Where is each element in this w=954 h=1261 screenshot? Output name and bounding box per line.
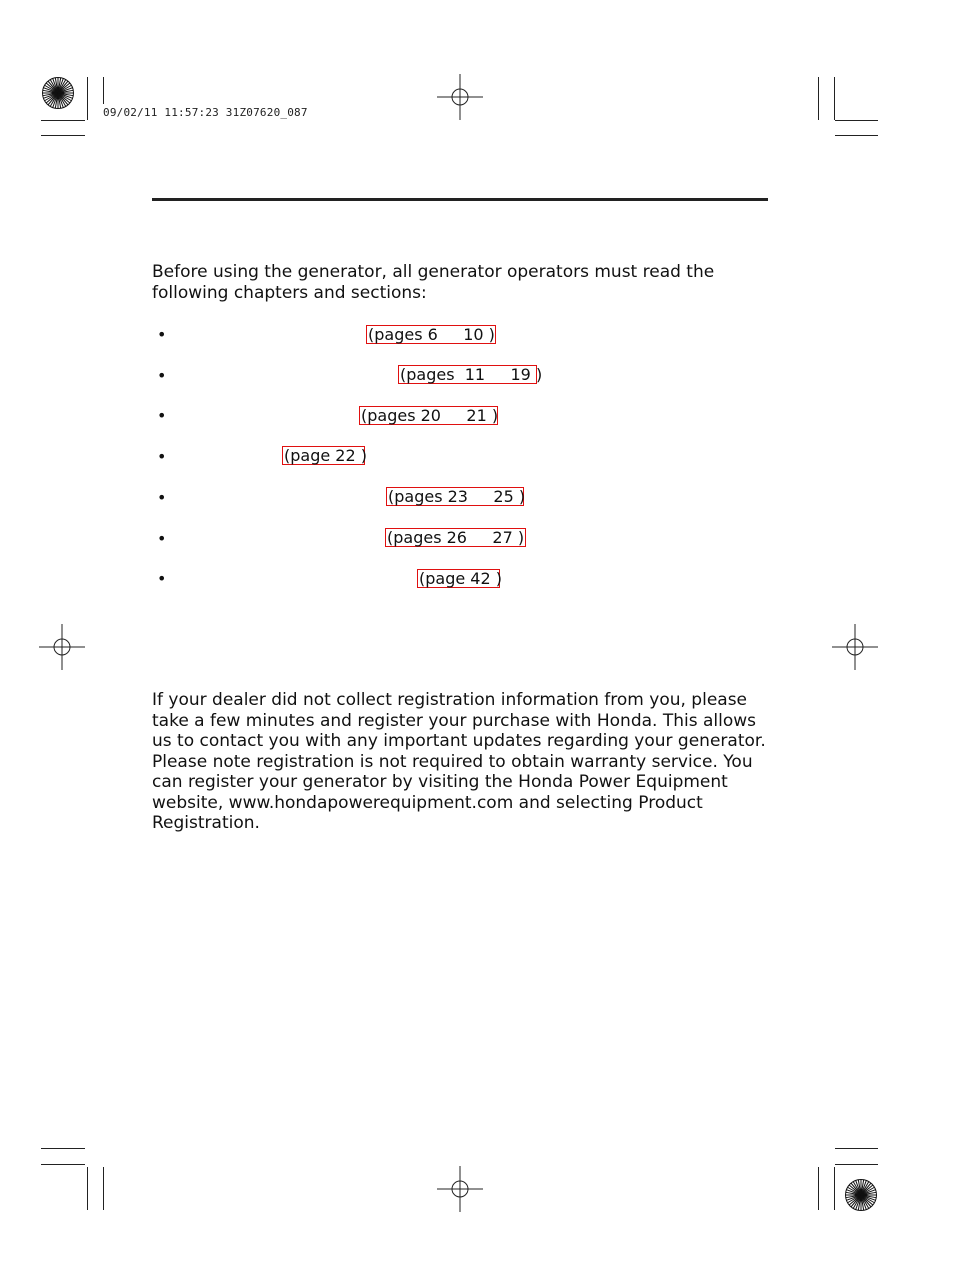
crosshair-mark-icon [39,624,85,670]
registration-paragraph: If your dealer did not collect registration information from you, please take a few minutes and register your purchase with Honda. This allows us to contact you with any important updates regarding your generator. Please note registration is not required to obtain warranty service. You can register your generator by visiting the Honda Power Equipment website, www.hondapowerequipment.com and selecting Product Registration. [152,690,766,833]
section-rule [152,198,768,201]
list-bullet: • [157,406,167,425]
list-bullet: • [157,325,167,344]
crosshair-mark-icon [437,1166,483,1212]
page-reference-link[interactable]: (page 22 ) [284,446,367,465]
page-reference-link[interactable]: (pages 6 10 ) [368,325,495,344]
page-reference-link[interactable]: (pages 20 21 ) [361,406,499,425]
list-bullet: • [157,529,167,548]
starburst-target-icon [844,1178,878,1212]
print-stamp: 09/02/11 11:57:23 31Z07620_087 [103,106,308,119]
crosshair-mark-icon [832,624,878,670]
list-bullet: • [157,447,167,466]
page-reference-link[interactable]: (pages 11 19 ) [400,365,543,384]
page-reference-link[interactable]: (page 42 ) [419,569,502,588]
intro-paragraph: Before using the generator, all generator operators must read the following chapters and sections: [152,262,715,303]
list-bullet: • [157,569,167,588]
page-reference-link[interactable]: (pages 23 25 ) [388,487,526,506]
page-reference-link[interactable]: (pages 26 27 ) [387,528,525,547]
starburst-target-icon [41,76,75,110]
list-bullet: • [157,366,167,385]
list-bullet: • [157,488,167,507]
crosshair-mark-icon [437,74,483,120]
